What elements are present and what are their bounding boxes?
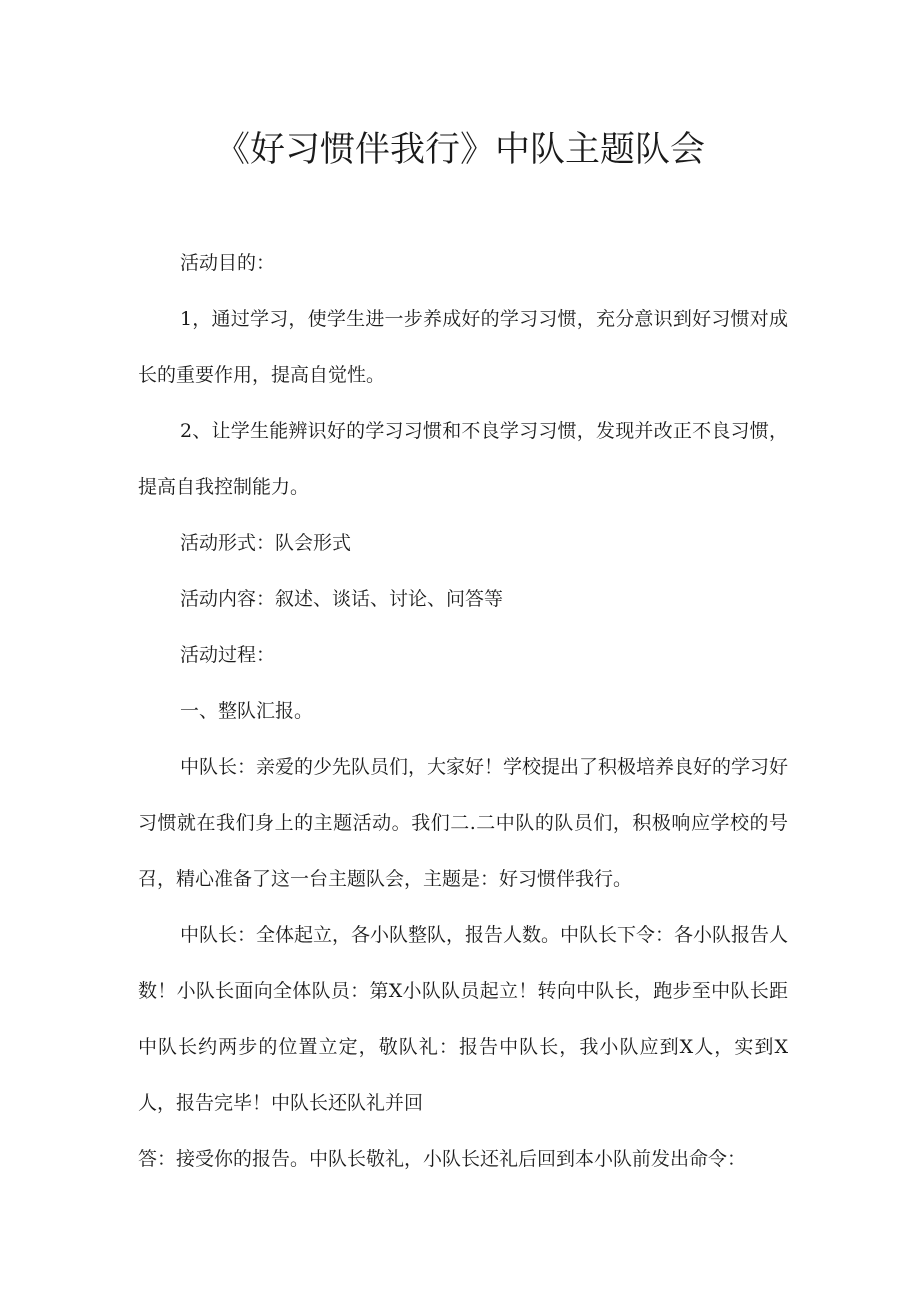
- paragraph-purpose-heading: 活动目的：: [180, 252, 276, 274]
- paragraph-section-one: 一、整队汇报。: [180, 700, 314, 722]
- paragraph-activity-content: 活动内容：叙述、谈话、讨论、问答等: [180, 588, 504, 610]
- paragraph-answer: 答：接受你的报告。中队长敬礼，小队长还礼后回到本小队前发出命令：: [138, 1148, 747, 1170]
- paragraph-purpose-1: 1，通过学习，使学生进一步养成好的学习习惯，充分意识到好习惯对成长的重要作用，提高自觉性。: [138, 308, 788, 386]
- document-title: 《好习惯伴我行》中队主题队会: [214, 130, 705, 170]
- paragraph-activity-process: 活动过程：: [180, 644, 276, 666]
- document-body: [138, 235, 788, 1187]
- paragraph-purpose-2: 2、让学生能辨识好的学习习惯和不良学习习惯，发现并改正不良习惯，提高自我控制能力。: [138, 420, 788, 498]
- paragraph-captain-greeting: 中队长：亲爱的少先队员们，大家好！学校提出了积极培养良好的学习好习惯就在我们身上的主题活动。我们二.二中队的队员们，积极响应学校的号召，精心准备了这一台主题队会，主题是：好习惯伴我行。: [138, 756, 789, 890]
- paragraph-captain-report: 中队长：全体起立，各小队整队，报告人数。中队长下令：各小队报告人数！小队长面向全体队员：第X小队队员起立！转向中队长，跑步至中队长距中队长约两步的位置立定，敬队礼：报告中队长，我小队应到X人，实到X人，报告完毕！中队长还队礼并回: [138, 924, 789, 1114]
- paragraph-activity-form: 活动形式：队会形式: [180, 532, 352, 554]
